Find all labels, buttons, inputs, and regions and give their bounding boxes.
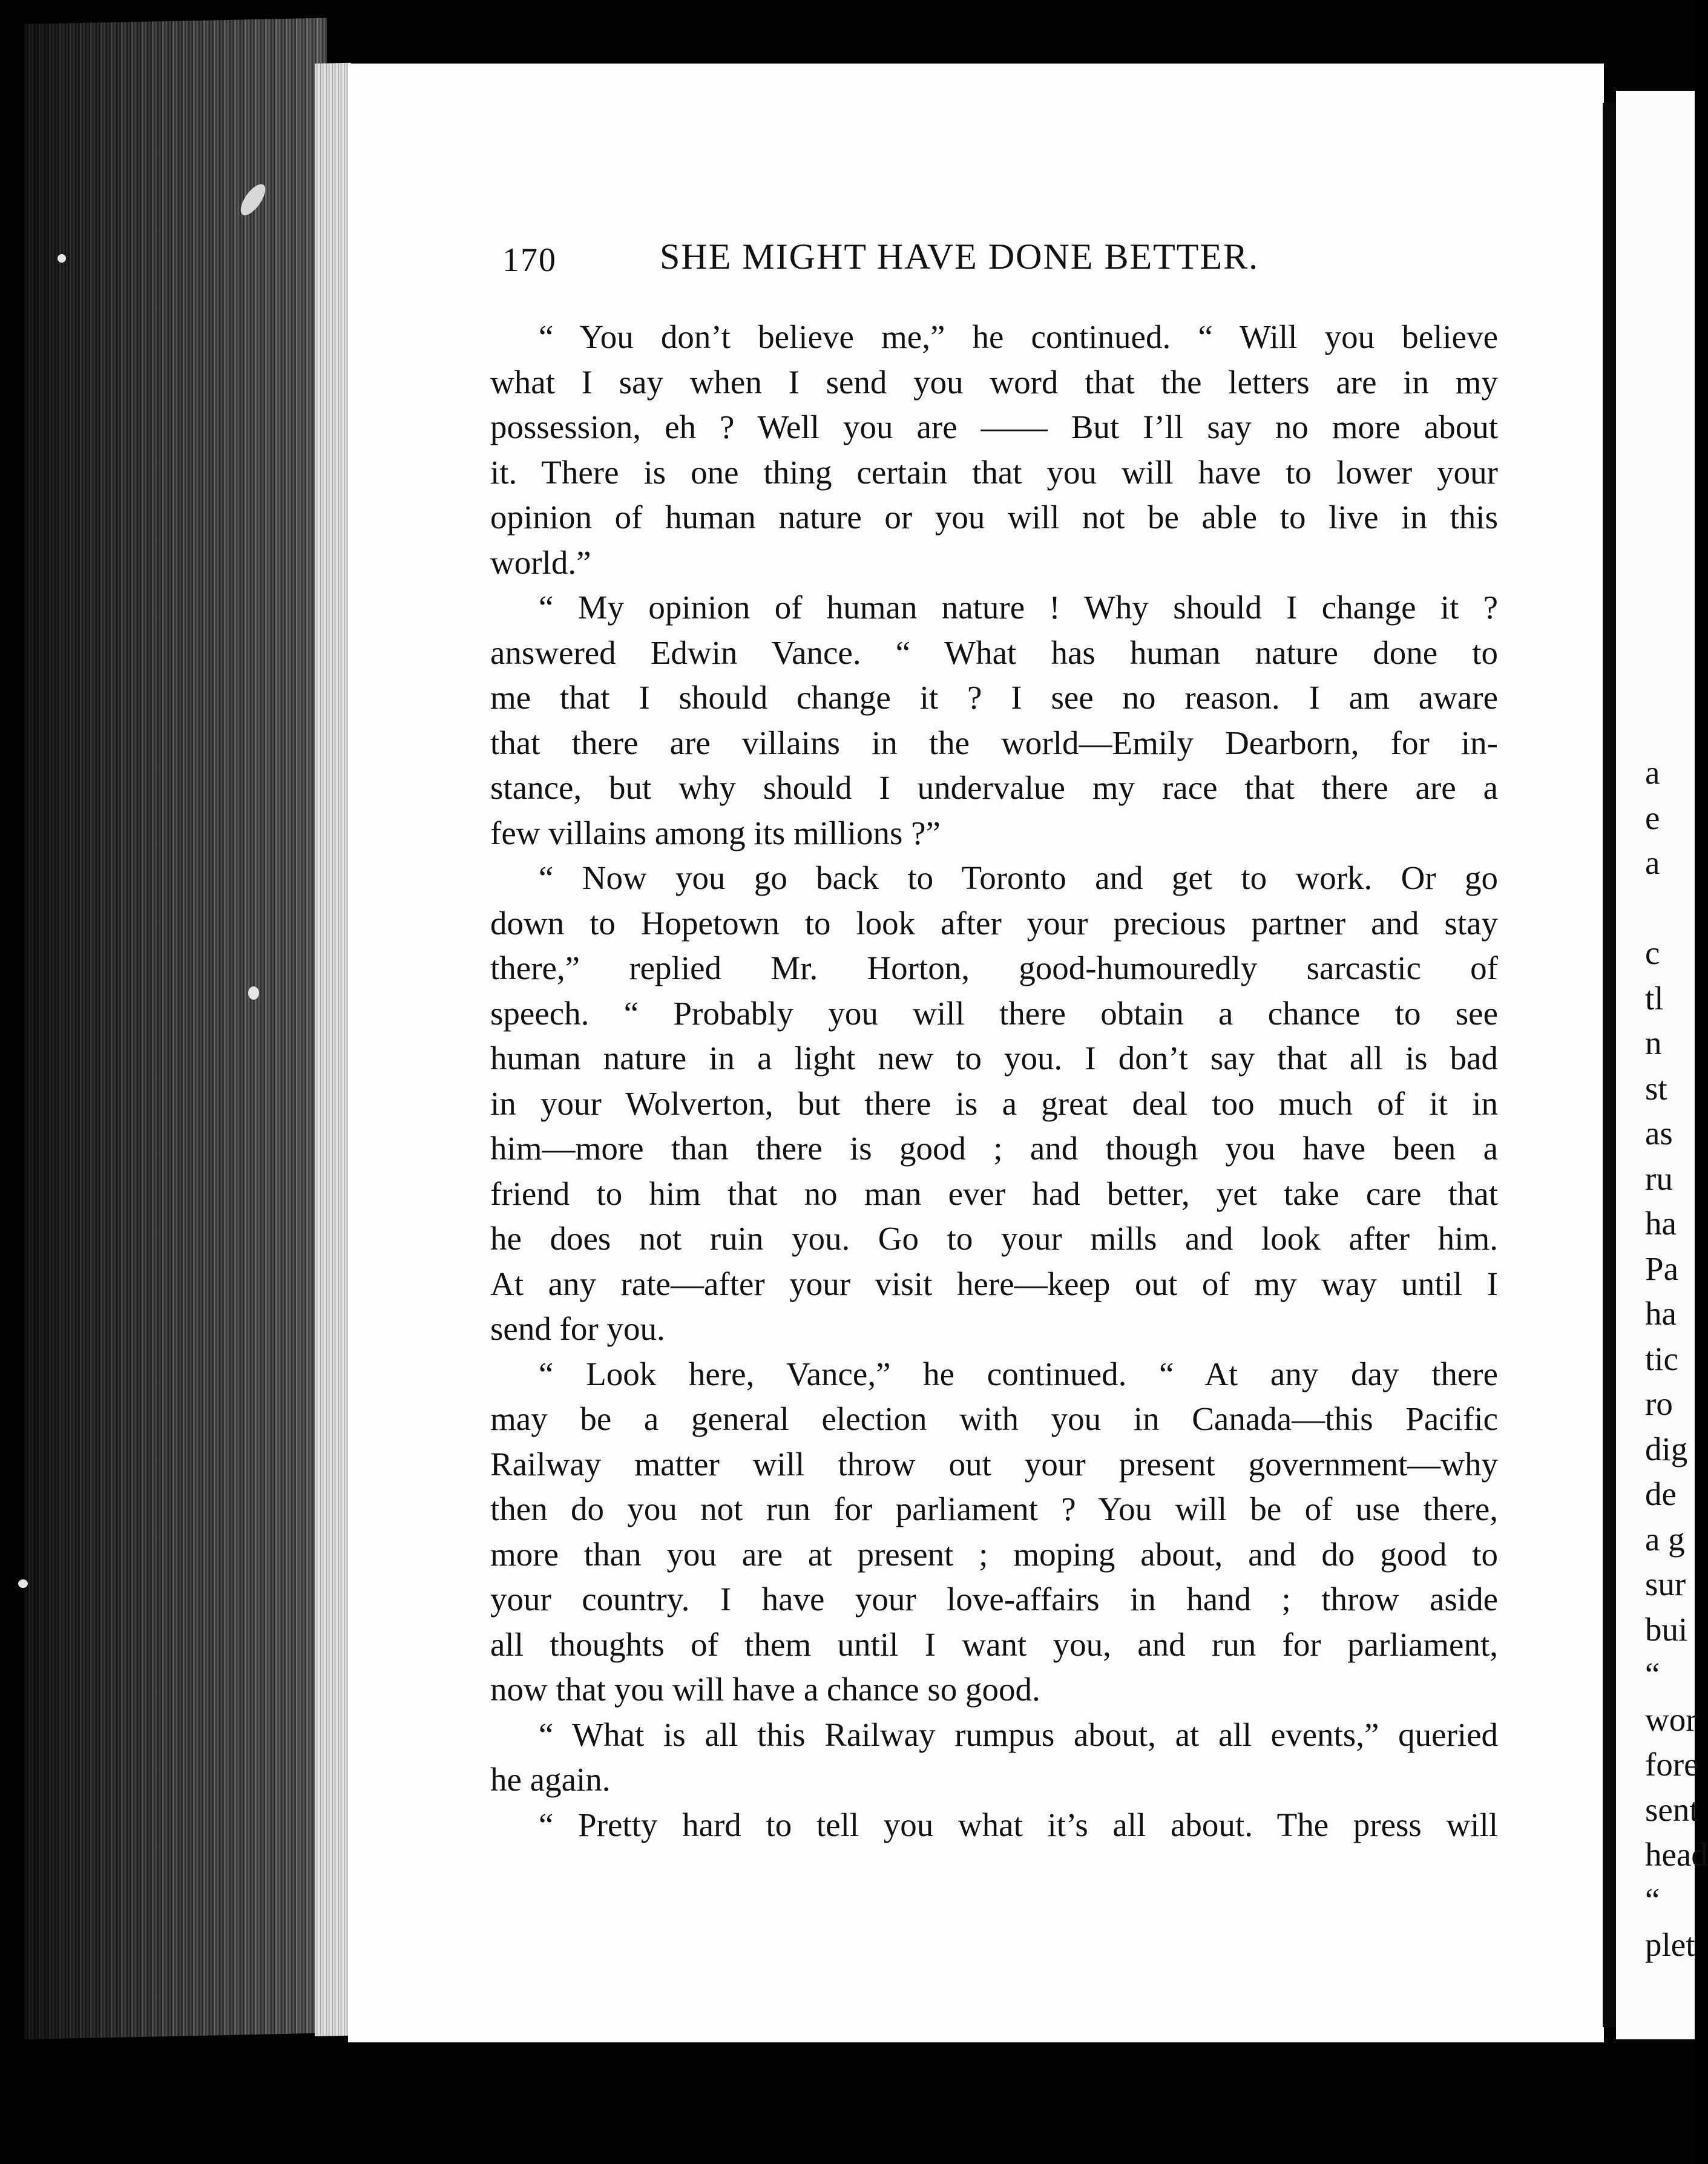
paragraph-6: [490, 1803, 1498, 1848]
book-gutter: [1603, 103, 1616, 2027]
text-line: down to Hopetown to look after your precious partner and stay: [490, 904, 1498, 942]
facing-fragment: tic: [1645, 1340, 1678, 1377]
text-line: more than you are at present ; moping about, and do good to: [490, 1535, 1498, 1573]
text-line: few villains among its millions ?”: [490, 814, 941, 851]
text-line: your country. I have your love-affairs in hand ; throw aside: [490, 1581, 1498, 1618]
text-line: then do you not run for parliament ? You will be of use there,: [490, 1490, 1498, 1527]
scan-speck: [248, 986, 259, 1000]
running-head: [502, 236, 1362, 290]
facing-fragment: e: [1645, 799, 1660, 836]
text-line: speech. “ Probably you will there obtain a chance to see: [490, 994, 1498, 1032]
page-edge-strip: [315, 63, 351, 2036]
text-line: Railway matter will throw out your present government—why: [490, 1445, 1498, 1483]
text-line: “ What is all this Railway rumpus about, at all events,” queried: [539, 1716, 1498, 1753]
facing-fragment: sent: [1645, 1791, 1699, 1828]
facing-fragment: st: [1645, 1069, 1667, 1107]
text-line: opinion of human nature or you will not be able to live in this: [490, 499, 1498, 536]
facing-fragment: fore: [1645, 1746, 1699, 1783]
facing-fragment: ha: [1645, 1295, 1677, 1332]
facing-fragment: a g: [1645, 1520, 1685, 1558]
text-line: stance, but why should I undervalue my race that there are a: [490, 769, 1498, 806]
text-line: “ Now you go back to Toronto and get to work. Or go: [539, 859, 1498, 896]
facing-fragment: plet: [1645, 1926, 1695, 1963]
facing-fragment: ru: [1645, 1159, 1673, 1197]
text-line: answered Edwin Vance. “ What has human nature done to: [490, 634, 1498, 671]
text-line: human nature in a light new to you. I don’t say that all is bad: [490, 1040, 1498, 1077]
text-line: friend to him that no man ever had better, yet take care that: [490, 1175, 1498, 1212]
facing-fragment: n: [1645, 1025, 1662, 1061]
facing-fragment: “: [1645, 1881, 1660, 1918]
text-line: there,” replied Mr. Horton, good-humouredly sarcastic of: [490, 949, 1498, 986]
text-line: he again.: [490, 1761, 611, 1798]
text-line: may be a general election with you in Canada—this Pacific: [490, 1400, 1498, 1437]
text-line: “ Look here, Vance,” he continued. “ At any day there: [539, 1355, 1498, 1392]
facing-fragment: de: [1645, 1475, 1677, 1512]
text-line: that there are villains in the world—Emily Dearborn, for in-: [490, 724, 1498, 761]
text-line: world.”: [490, 543, 591, 581]
facing-fragment: [1645, 886, 1708, 931]
running-title: SHE MIGHT HAVE DONE BETTER.: [660, 237, 1260, 277]
paragraph-1: [490, 315, 1498, 585]
text-line: he does not ruin you. Go to your mills and look after him.: [490, 1220, 1498, 1257]
page-number: 170: [502, 241, 557, 279]
facing-page-text: [1645, 750, 1708, 1968]
paragraph-2: [490, 585, 1498, 856]
facing-fragment: a: [1645, 844, 1660, 881]
text-line: in your Wolverton, but there is a great deal too much of it in: [490, 1084, 1498, 1122]
text-line: “ My opinion of human nature ! Why should I change it ?: [539, 589, 1498, 626]
facing-fragment: sur: [1645, 1566, 1686, 1602]
facing-fragment: bui: [1645, 1610, 1688, 1648]
text-line: “ You don’t believe me,” he continued. “ Will you believe: [539, 318, 1498, 355]
facing-fragment: as: [1645, 1115, 1673, 1152]
facing-fragment: dig: [1645, 1430, 1688, 1467]
scan-speck: [18, 1579, 28, 1588]
facing-fragment: Pa: [1645, 1250, 1678, 1287]
text-line: all thoughts of them until I want you, and run for parliament,: [490, 1625, 1498, 1663]
paragraph-5: [490, 1713, 1498, 1803]
facing-fragment: c: [1645, 934, 1660, 971]
text-line: me that I should change it ? I see no reason. I am aware: [490, 679, 1498, 716]
facing-fragment: a: [1645, 754, 1660, 791]
paragraph-4: [490, 1352, 1498, 1713]
text-line: it. There is one thing certain that you will have to lower your: [490, 453, 1498, 491]
paragraph-3: [490, 856, 1498, 1352]
facing-fragment: ha: [1645, 1205, 1677, 1242]
scan-speck: [57, 254, 66, 263]
facing-fragment: “: [1645, 1656, 1660, 1693]
text-line: “ Pretty hard to tell you what it’s all about. The press will: [539, 1806, 1498, 1843]
text-line: now that you will have a chance so good.: [490, 1671, 1040, 1708]
facing-fragment: head: [1645, 1836, 1708, 1873]
facing-page-cropped: [1616, 91, 1708, 2039]
text-line: At any rate—after your visit here—keep out of my way until I: [490, 1265, 1498, 1302]
text-line: him—more than there is good ; and though you have been a: [490, 1130, 1498, 1167]
text-line: send for you.: [490, 1310, 665, 1347]
facing-fragment: tl: [1645, 979, 1664, 1017]
facing-fragment: wor: [1645, 1700, 1697, 1738]
body-text: [490, 315, 1498, 1848]
text-line: possession, eh ? Well you are —— But I’ll say no more about: [490, 408, 1498, 445]
page-edges-shadow: [24, 18, 327, 2039]
facing-fragment: ro: [1645, 1385, 1673, 1422]
text-line: what I say when I send you word that the letters are in my: [490, 363, 1498, 401]
